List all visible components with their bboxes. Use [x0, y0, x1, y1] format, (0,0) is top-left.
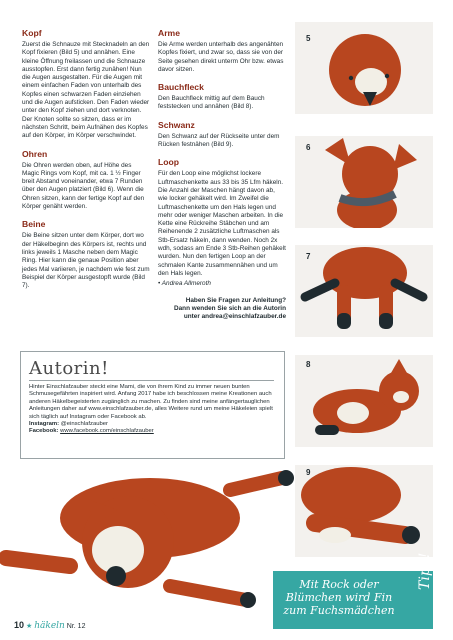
left-column: [22, 28, 150, 298]
question-line-1: Haben Sie Fragen zur Anleitung?: [185, 296, 286, 304]
page-footer: [14, 620, 85, 631]
kopf-heading: Kopf: [22, 28, 42, 38]
loop-text: Für den Loop eine möglichst lockere Luftmaschenkette aus 33 bis 35 Lfm häkeln. Die Anzahl der Maschen hängt davon ab, wie locker gehäkelt wird. Im Zweifel die Luftmaschenkette um den Hals legen und mehr oder weniger Maschen arbeiten. In die Kette eine Rückreihe Stäbchen und am Reihenende 2 zusätzliche Luftmaschen als Stb-Ersatz häkeln, dann wenden. Noch 2x wdh, sodass am Ende 3 Stb-Reihen gehäkelt wurden. Nun den fertigen Loop an der schmalen Kante zusammennähen und um den Hals legen.: [158, 170, 286, 277]
arme-heading: Arme: [158, 28, 180, 38]
magazine-name: häkeln: [34, 621, 65, 631]
photo-number-6: 6: [306, 143, 311, 152]
author-box-text: [29, 384, 277, 436]
loop-heading: Loop: [158, 157, 179, 168]
arme-text: Die Arme werden unterhalb des angenähten Kopfes fixiert, und zwar so, dass sie von der Seite gesehen direkt unterm Ohr bzw. etwas davor sitzen.: [158, 41, 284, 73]
photo-9-fox-tail: [295, 465, 433, 557]
question-line-2: Dann wenden Sie sich an die Autorin: [174, 304, 286, 312]
bauchfleck-text: Den Bauchfleck mittig auf dem Bauch feststecken und annähen (Bild 8).: [158, 95, 265, 111]
ohren-heading: Ohren: [22, 148, 48, 159]
photo-8-fox-belly: [295, 355, 433, 447]
photo-number-8: 8: [306, 360, 311, 369]
right-column: [158, 28, 286, 321]
beine-text: Die Beine sitzen unter dem Körper, dort wo der Häkelbeginn des Körpers ist, rechts und links jeweils 1 Masche neben dem Magic Ring. Hier kann die genaue Position aber jedes Mal variieren, je nachdem wie fest zum Beispiel der Körper ausgestopft wurde (Bild 7).: [22, 232, 150, 290]
author-box-title: Autorin!: [29, 358, 109, 379]
instagram-handle[interactable]: @einschlafzauber: [60, 421, 109, 428]
photo-number-9: 9: [306, 468, 311, 477]
schwanz-heading: Schwanz: [158, 119, 195, 130]
photo-6-fox-ears: [295, 136, 433, 228]
kopf-text: Zuerst die Schnauze mit Stecknadeln an den Kopf fixieren (Bild 5) und annähen. Eine kleine Öffnung freilassen und die Schnauze ausstopfen. Erst dann fertig zunähen! Nun die Augen ausgestalten. Für die Augen mit einem einfachen Faden von unterhalb des Kopfes einen schwarzen Faden einziehen und die Augen aufsticken. Den Faden wieder unter den Kopf ziehen und dort verknoten. Der Knoten sollte so sitzen, dass er im nächsten Schritt, beim Aufnähen des Kopfes auf den Körper, im Körper verschwindet.: [22, 41, 150, 140]
tip-banner: [273, 571, 433, 629]
bauchfleck-heading: Bauchfleck: [158, 82, 204, 93]
facebook-label: Facebook:: [29, 428, 59, 435]
author-box: [20, 351, 285, 459]
author-signature: • Andrea Allmeroth: [158, 280, 211, 288]
photo-7-fox-legs: [295, 245, 433, 337]
large-fox-photo: [0, 458, 300, 608]
schwanz-text: Den Schwanz auf der Rückseite unter dem Rücken festnähen (Bild 9).: [158, 132, 280, 149]
star-icon: ★: [25, 623, 33, 630]
beine-heading: Beine: [22, 219, 46, 230]
facebook-link[interactable]: www.facebook.com/einschlafzauber: [60, 428, 154, 435]
issue-number: Nr. 12: [66, 623, 86, 630]
page-number: 10: [14, 620, 25, 630]
ohren-text: Die Ohren werden oben, auf Höhe des Magic Rings vom Kopf, mit ca. 1 ½ Finger breit Abstand voneinander, etwa 7 Runden über den Augen platziert (Bild 6). Wenn die Ohren sitzen, kann der fertige Kopf auf den Körper genäht werden.: [22, 161, 145, 211]
photo-number-7: 7: [306, 252, 311, 261]
photo-number-5: 5: [306, 34, 311, 43]
tipp-label: Tipp!: [417, 552, 433, 590]
instagram-label: Instagram:: [29, 421, 60, 428]
author-bio: Hinter Einschlafzauber steckt eine Mami, die von ihrem Kind zu immer neuen bunten Schmusegefährten inspiriert wird. Anfang 2017 habe ich beschlossen meine Kreationen auch anderen Häkelbegeisterten zugänglich zu machen. Zu finden sind meine anfängertauglichen Anleitungen daher auf www.einschlafzauber.de, alles Weitere rund um meine Häkeleien spielt sich täglich auf Instagram oder Facebook ab.: [29, 384, 273, 420]
author-title-divider: [29, 380, 274, 381]
question-line-3[interactable]: unter andrea@einschlafzauber.de: [183, 313, 286, 321]
tip-banner-text: Mit Rock oder Blümchen wird Fin zum Fuchsmädchen: [283, 578, 395, 617]
photo-5-fox-head: [295, 22, 433, 114]
